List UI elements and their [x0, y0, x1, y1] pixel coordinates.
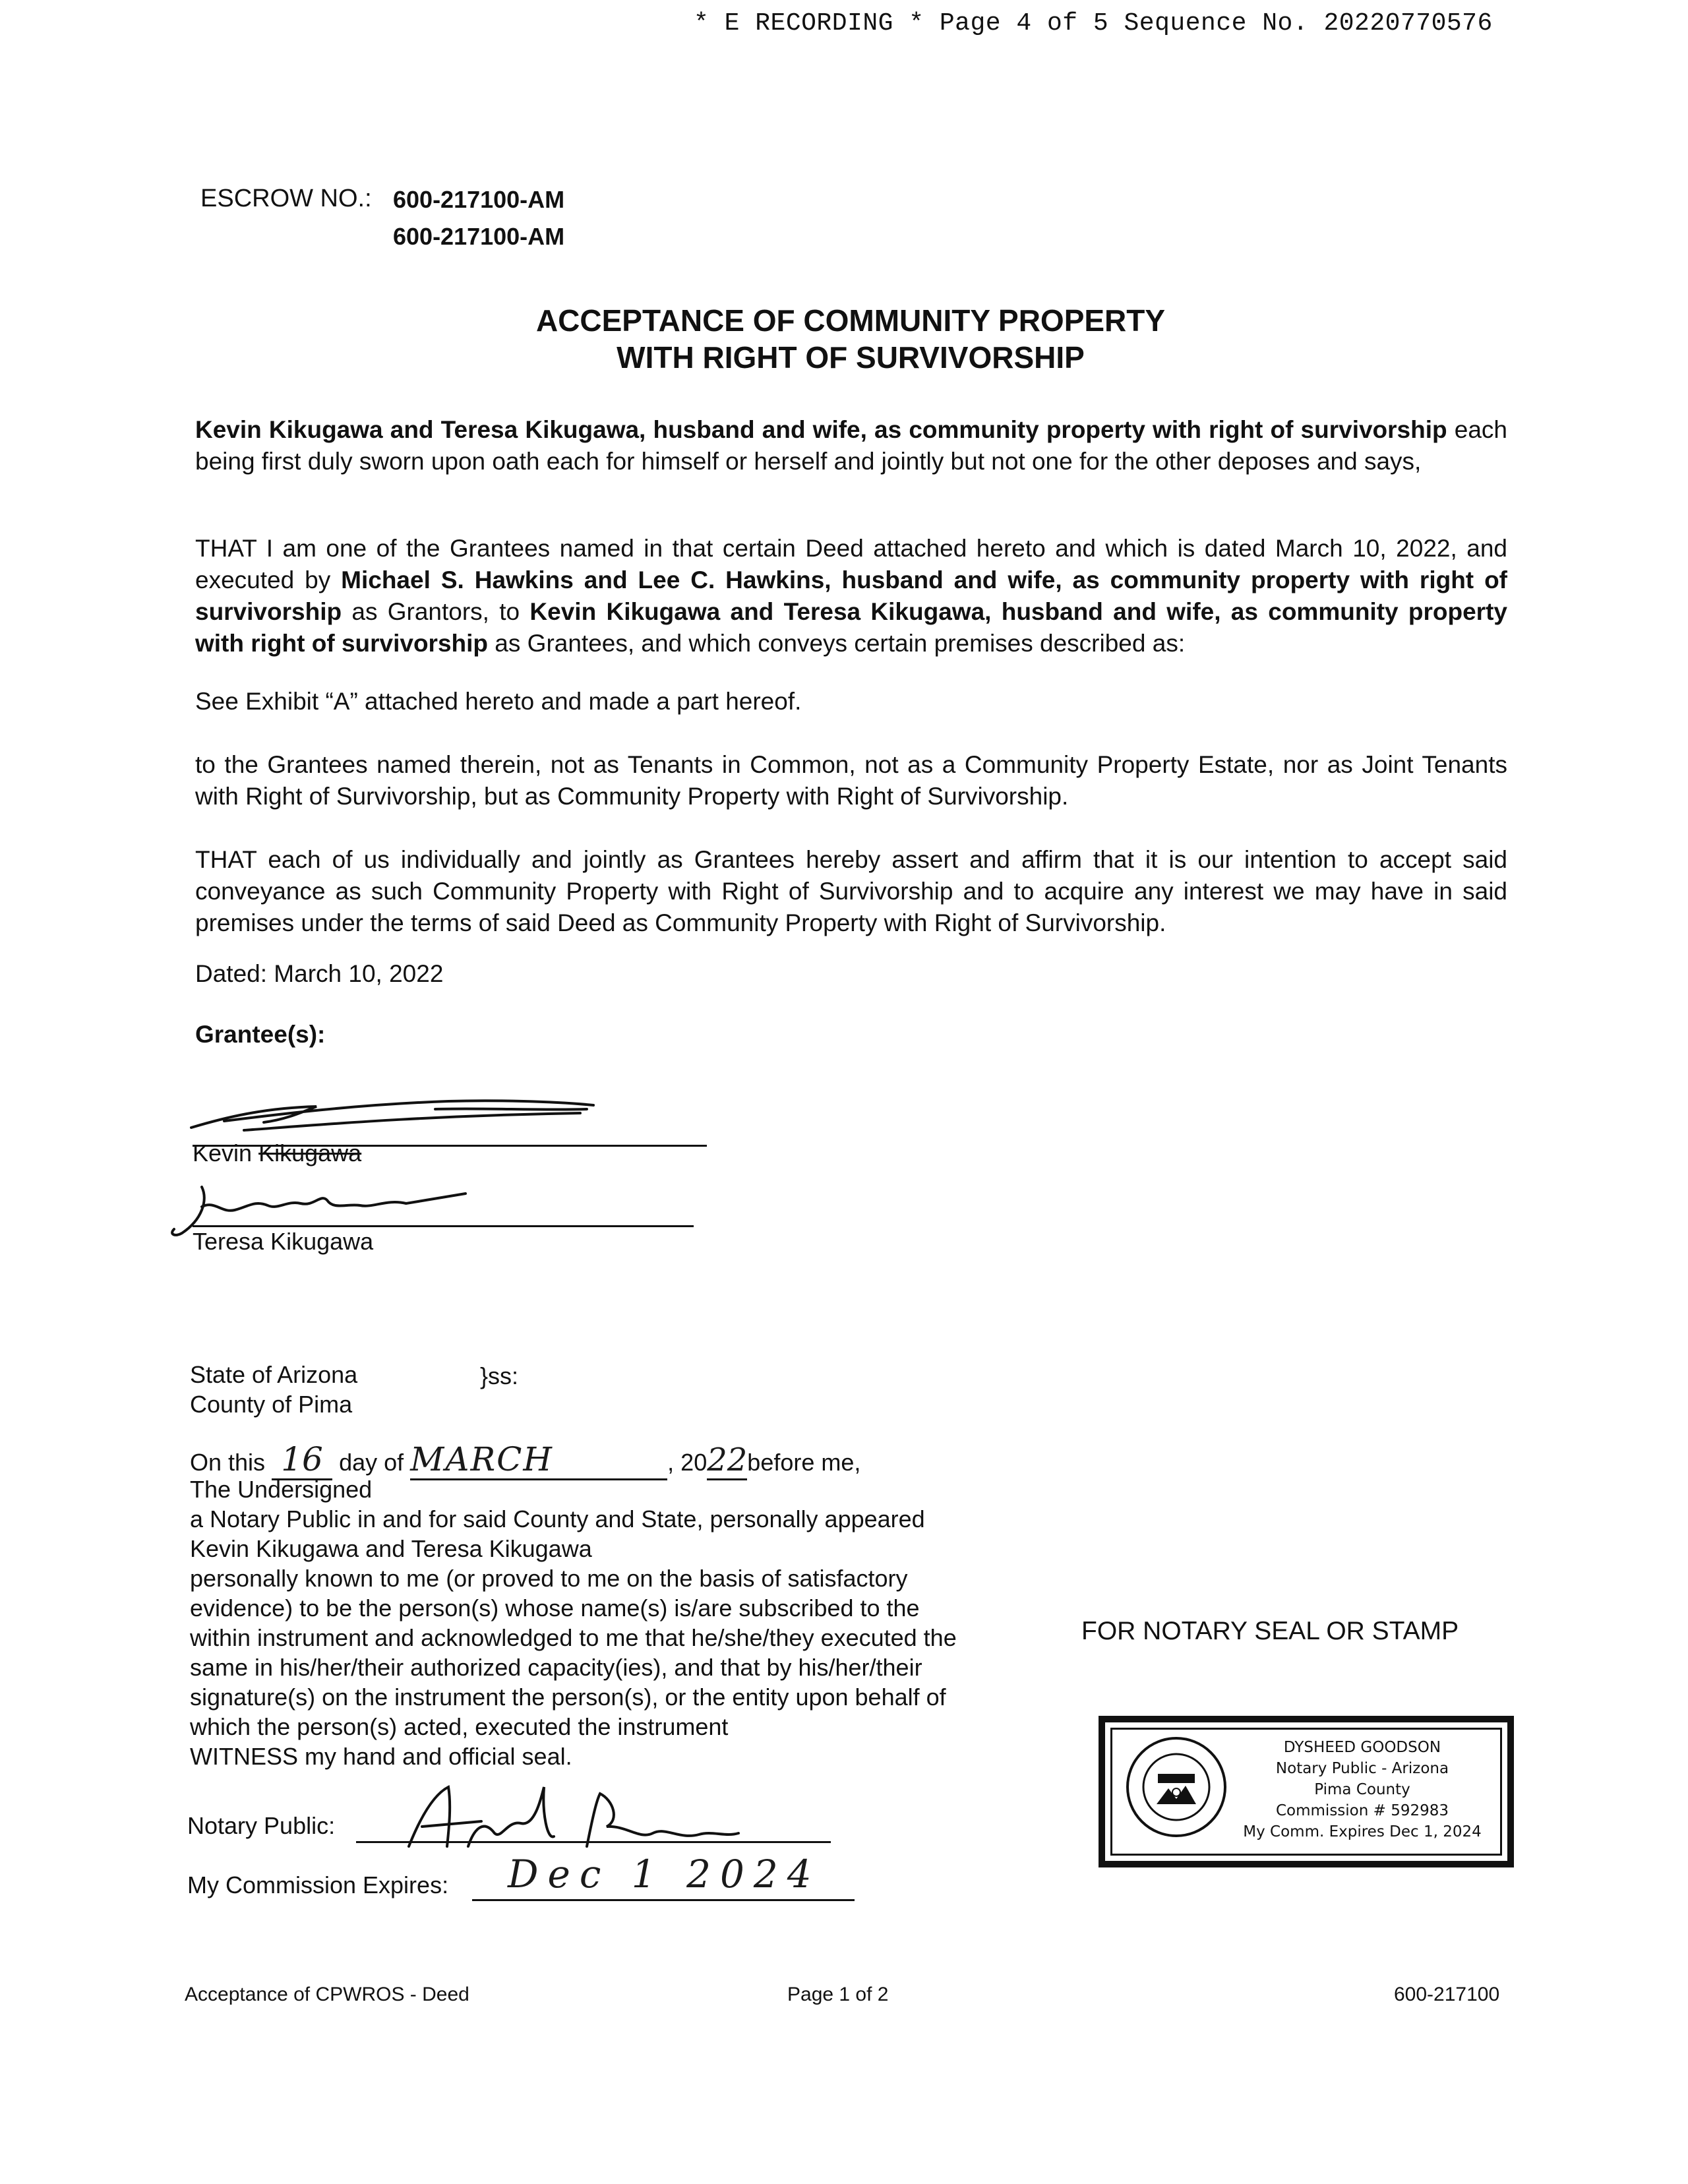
dated-line: Dated: March 10, 2022 [195, 960, 444, 987]
grantor-names: Michael S. Hawkins and Lee C. Hawkins, husband and wife, as community property with right of survivorship [195, 566, 1507, 625]
witness-line: WITNESS my hand and official seal. [190, 1743, 572, 1770]
month-handwritten: MARCH [410, 1440, 667, 1480]
notary-public-label: Notary Public: [187, 1812, 336, 1839]
grantee-1-name [193, 1139, 361, 1167]
notary-venue [190, 1360, 1047, 1419]
year-handwritten: 22 [707, 1441, 747, 1480]
undersigned-line: The Undersigned [190, 1476, 373, 1503]
escrow-number: 600-217100-AM [393, 186, 565, 213]
grantee-1-last-name: Kikugawa [258, 1139, 362, 1167]
intention-paragraph: THAT each of us individually and jointly as Grantees hereby assert and affirm that it is our intention to accept said conveyance as such Community Property with Right of Survivorship and to acquire any interest we may have in said premises under the terms of said Deed as Community Property with Right of Survivorship. [195, 846, 1507, 936]
affiant-text: each being first duly sworn upon oath each for himself or herself and jointly but not one for the other deposes and says, [195, 416, 1507, 475]
escrow-number-duplicate: 600-217100-AM [393, 223, 565, 250]
notary-signature-scribble [369, 1774, 778, 1860]
year-prefix: , 20 [667, 1449, 708, 1476]
ack-line-d: within instrument and acknowledged to me that he/she/they executed the [190, 1624, 957, 1651]
footer-escrow-number: 600-217100 [1394, 1984, 1500, 2005]
venue-state: State of Arizona [190, 1361, 358, 1388]
stamp-notary-name: DYSHEED GOODSON [1283, 1739, 1441, 1756]
notary-stamp-text [1237, 1737, 1488, 1842]
footer-document-name: Acceptance of CPWROS - Deed [185, 1984, 469, 2005]
title-line-1: ACCEPTANCE OF COMMUNITY PROPERTY [535, 303, 1166, 338]
venue-ss: }ss: [480, 1362, 519, 1389]
grantee-1-first-name: Kevin [193, 1139, 253, 1167]
notary-acknowledgment [190, 1474, 1047, 1771]
commission-handwritten: Dec 1 2024 [508, 1852, 821, 1896]
day-handwritten: 16 [272, 1440, 332, 1480]
recording-header: * E RECORDING * Page 4 of 5 Sequence No. 20220770576 [694, 9, 1493, 38]
ack-line-c: evidence) to be the person(s) whose name(s) is/are subscribed to the [190, 1594, 920, 1622]
state-seal-icon [1125, 1736, 1228, 1838]
before-me-label: before me, [747, 1449, 861, 1476]
grantees-heading: Grantee(s): [195, 1021, 326, 1048]
stamp-notary-title: Notary Public - Arizona [1275, 1760, 1449, 1777]
stamp-expires: My Comm. Expires Dec 1, 2024 [1243, 1823, 1482, 1840]
escrow-label: ESCROW NO.: [200, 185, 372, 212]
ack-line-g: which the person(s) acted, executed the instrument [190, 1713, 729, 1740]
seal-caption: FOR NOTARY SEAL OR STAMP [1081, 1617, 1459, 1645]
stamp-county: Pima County [1314, 1781, 1410, 1798]
title-line-2: WITH RIGHT OF SURVIVORSHIP [617, 340, 1085, 375]
appeared-names: Kevin Kikugawa and Teresa Kikugawa [190, 1535, 592, 1562]
affiant-names: Kevin Kikugawa and Teresa Kikugawa, husband and wife, as community property with right of survivorship [195, 416, 1447, 443]
affiant-paragraph [195, 414, 1507, 477]
notary-stamp [1099, 1716, 1514, 1867]
ack-line-b: personally known to me (or proved to me on the basis of satisfactory [190, 1565, 908, 1592]
exhibit-paragraph: See Exhibit “A” attached hereto and made a part hereof. [195, 688, 802, 715]
deed-paragraph [195, 533, 1507, 659]
ack-line-e: same in his/her/their authorized capacity(ies), and that by his/her/their [190, 1654, 922, 1681]
ack-line-f: signature(s) on the instrument the person(s), or the entity upon behalf of [190, 1684, 946, 1711]
ack-line-a: a Notary Public in and for said County and State, personally appeared [190, 1505, 925, 1532]
deed-text-c: as Grantors, to [342, 598, 530, 625]
on-this-label: On this [190, 1449, 266, 1476]
footer-page-number: Page 1 of 2 [787, 1984, 889, 2005]
stamp-commission: Commission # 592983 [1275, 1802, 1449, 1819]
grantee-2-name: Teresa Kikugawa [193, 1228, 374, 1255]
deed-text-a: THAT I am one of the Grantees named in that certain Deed attached hereto and which is dated March 10, 2022, and executed by [195, 535, 1507, 593]
deed-text-e: as Grantees, and which conveys certain premises described as: [488, 630, 1186, 657]
venue-county: County of Pima [190, 1391, 353, 1418]
document-title [369, 302, 1332, 376]
day-of-label: day of [339, 1449, 404, 1476]
commission-line [472, 1899, 855, 1901]
grantee-names: Kevin Kikugawa and Teresa Kikugawa, husband and wife, as community property with right of survivorship [195, 598, 1507, 657]
grantee-2-signature-line [193, 1225, 694, 1227]
tenancy-paragraph: to the Grantees named therein, not as Tenants in Common, not as a Community Property Estate, nor as Joint Tenants with Right of Survivorship, but as Community Property with Right of Survivorship. [195, 751, 1507, 810]
commission-label: My Commission Expires: [187, 1871, 449, 1898]
